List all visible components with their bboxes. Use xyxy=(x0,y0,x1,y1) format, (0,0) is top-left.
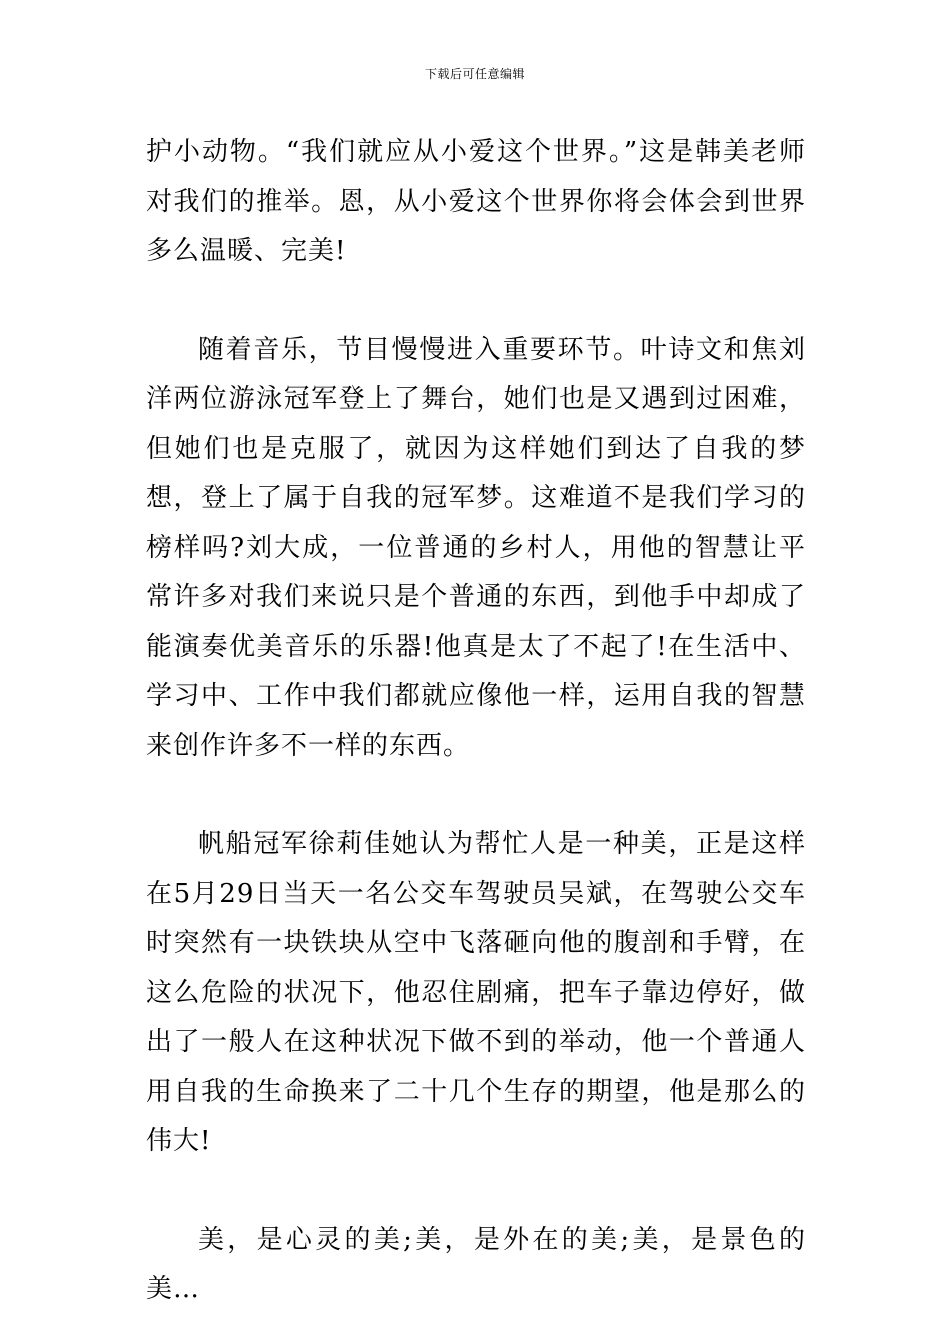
document-body xyxy=(146,128,806,1315)
paragraph-3: 帆船冠军徐莉佳她认为帮忙人是一种美，正是这样在5月29日当天一名公交车驾驶员吴斌，在驾驶公交车时突然有一块铁块从空中飞落砸向他的腹剖和手臂，在这么危险的状况下，他忍住剧痛，把车子靠边停好，做出了一般人在这种状况下做不到的举动，他一个普通人用自我的生命换来了二十几个生存的期望，他是那么的伟大! xyxy=(146,829,806,1156)
paragraph-4: 美，是心灵的美;美，是外在的美;美，是景色的美… xyxy=(146,1224,806,1304)
paragraph-1: 护小动物。“我们就应从小爱这个世界。”这是韩美老师对我们的推举。恩，从小爱这个世界你将会体会到世界多么温暖、完美! xyxy=(146,137,806,266)
page-header: 下载后可任意编辑 xyxy=(424,67,525,81)
paragraph-spacer xyxy=(146,1167,806,1216)
paragraph-spacer xyxy=(146,771,806,820)
paragraph-2: 随着音乐，节目慢慢进入重要环节。叶诗文和焦刘洋两位游泳冠军登上了舞台，她们也是又遇到过困难，但她们也是克服了，就因为这样她们到达了自我的梦想，登上了属于自我的冠军梦。这难道不是我们学习的榜样吗?刘大成，一位普通的乡村人，用他的智慧让平常许多对我们来说只是个普通的东西，到他手中却成了能演奏优美音乐的乐器!他真是太了不起了!在生活中、学习中、工作中我们都就应像他一样，运用自我的智慧来创作许多不一样的东西。 xyxy=(146,334,806,761)
paragraph-spacer xyxy=(146,277,806,326)
